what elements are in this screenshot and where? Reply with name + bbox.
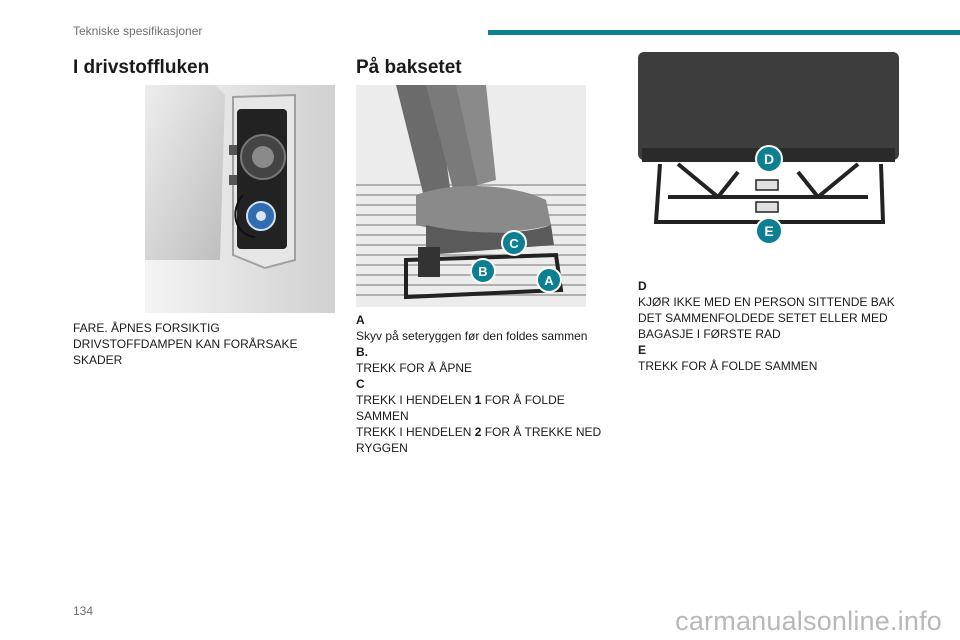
instruction-c1-continued: SAMMEN	[356, 409, 409, 423]
instruction-c1-post: FOR Å FOLDE	[481, 393, 565, 407]
header-section-title: Tekniske spesifikasjoner	[73, 24, 203, 38]
instruction-d: DET SAMMENFOLDEDE SETET ELLER MED	[638, 311, 888, 325]
folded-seat-illustration	[638, 52, 899, 247]
caption-line: FARE. ÅPNES FORSIKTIG	[73, 321, 220, 335]
instruction-c2-post: FOR Å TREKKE NED	[481, 425, 602, 439]
instruction-d: KJØR IKKE MED EN PERSON SITTENDE BAK	[638, 295, 895, 309]
callout-e: E	[764, 223, 774, 239]
instruction-d: BAGASJE I FØRSTE RAD	[638, 327, 781, 341]
instruction-c2	[356, 424, 611, 440]
instruction-e: TREKK FOR Å FOLDE SAMMEN	[638, 359, 818, 373]
instruction-c2-pre: TREKK I HENDELEN	[356, 425, 475, 439]
callout-a: A	[544, 273, 554, 288]
label-a: A	[356, 313, 365, 327]
watermark: carmanualsonline.info	[675, 606, 942, 636]
label-b: B.	[356, 345, 368, 359]
instruction-a: Skyv på seteryggen før den foldes sammen	[356, 329, 588, 343]
instruction-c1-pre: TREKK I HENDELEN	[356, 393, 475, 407]
fuel-flap-caption	[73, 320, 333, 368]
callout-d: D	[763, 151, 775, 167]
section-title-rear-seat: På baksetet	[356, 57, 462, 78]
folded-seat-instructions	[638, 278, 918, 374]
caption-line: DRIVSTOFFDAMPEN KAN FORÅRSAKE	[73, 337, 298, 351]
lever-number-1: 1	[474, 393, 482, 407]
rear-seat-illustration	[356, 85, 586, 307]
label-d: D	[638, 279, 647, 293]
lever-number-2: 2	[474, 425, 482, 439]
instruction-c2-continued: RYGGEN	[356, 441, 408, 455]
instruction-b: TREKK FOR Å ÅPNE	[356, 361, 473, 375]
instruction-c1	[356, 392, 611, 408]
callout-c: C	[509, 236, 519, 251]
header-accent-bar	[488, 30, 960, 35]
rear-seat-instructions	[356, 312, 611, 456]
caption-line: SKADER	[73, 353, 123, 367]
callout-b: B	[478, 264, 488, 279]
section-title-fuel-flap: I drivstoffluken	[73, 57, 210, 78]
page-number: 134	[73, 604, 94, 618]
fuel-flap-illustration	[145, 85, 335, 313]
label-e: E	[638, 343, 647, 357]
label-c: C	[356, 377, 365, 391]
